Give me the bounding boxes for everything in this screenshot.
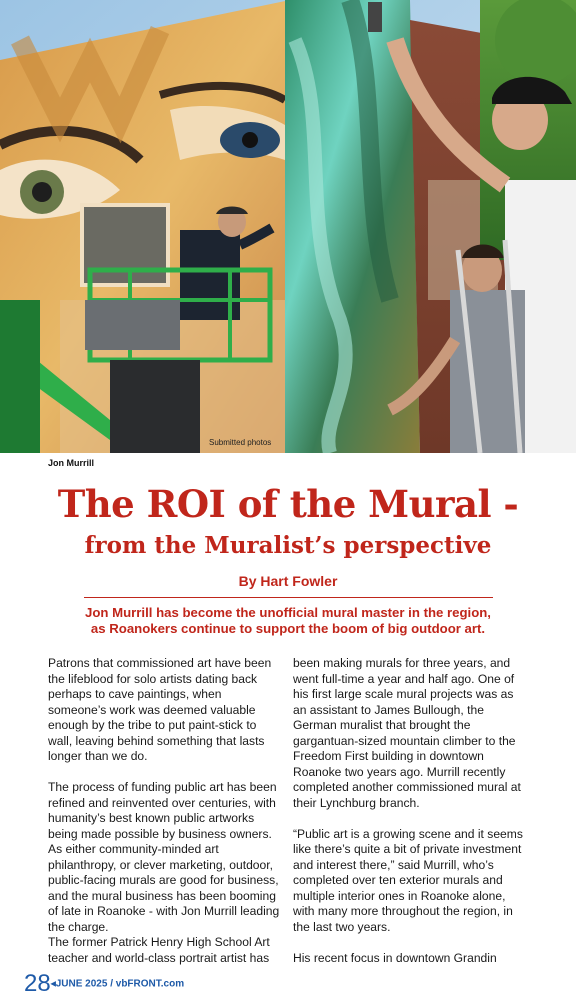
hero-photo <box>0 0 576 453</box>
body-paragraph: His recent focus in downtown Grandin <box>293 950 497 965</box>
article-title: The ROI of the Mural - <box>57 482 519 526</box>
mural-photo-illustration <box>0 0 576 453</box>
footer-issue-site: ◂JUNE 2025 / vbFRONT.com <box>50 978 185 990</box>
page-number: 28 <box>24 970 51 997</box>
article-byline: By Hart Fowler <box>238 573 338 589</box>
deck-line-1: Jon Murrill has become the unofficial mural master in the region, <box>85 605 491 620</box>
body-paragraph: The process of funding public art has been refined and reinvented over centuries, with humanity’s best known public artworks being made possible by business owners. As either community-minded art philanthropy, or clever marketing, outdoor, public-facing murals are good for business, and the mural business has been booming of late in Roanoke - with Jon Murrill leading the charge. <box>48 780 280 934</box>
photo-credit: Submitted photos <box>209 438 272 447</box>
body-paragraph: The former Patrick Henry High School Art teacher and world-class portrait artist has <box>48 935 270 965</box>
page-footer <box>24 970 184 996</box>
article-deck <box>60 605 516 637</box>
article-subtitle: from the Muralist’s perspective <box>84 532 492 559</box>
body-paragraph: Patrons that commissioned art have been the lifeblood for solo artists dating back perhaps to cave paintings, when someone’s work was deemed valuable enough by the tribe to put paint-stick to wall, leaving behind something that lasts longer than we do. <box>48 656 272 763</box>
deck-line-2: as Roanokers continue to support the boom of big outdoor art. <box>90 621 486 636</box>
divider-rule <box>84 597 493 598</box>
body-paragraph: been making murals for three years, and went full-time a year and half ago. One of his first large scale mural projects was as an assistant to James Bullough, the German muralist that brought the gargantuan-sized mountain climber to the Freedom First building in downtown Roanoke two years ago. Murrill recently completed another commissioned mural at their Lynchburg branch. <box>293 656 521 810</box>
body-column-2 <box>293 656 525 966</box>
body-column-1 <box>48 656 281 966</box>
photo-caption: Jon Murrill <box>48 458 95 468</box>
body-paragraph: “Public art is a growing scene and it seems like there’s quite a bit of private investment and interest there,” said Murrill, who’s completed over ten exterior murals and multiple interior ones in Roanoke alone, with many more throughout the region, in the last two years. <box>293 826 523 934</box>
